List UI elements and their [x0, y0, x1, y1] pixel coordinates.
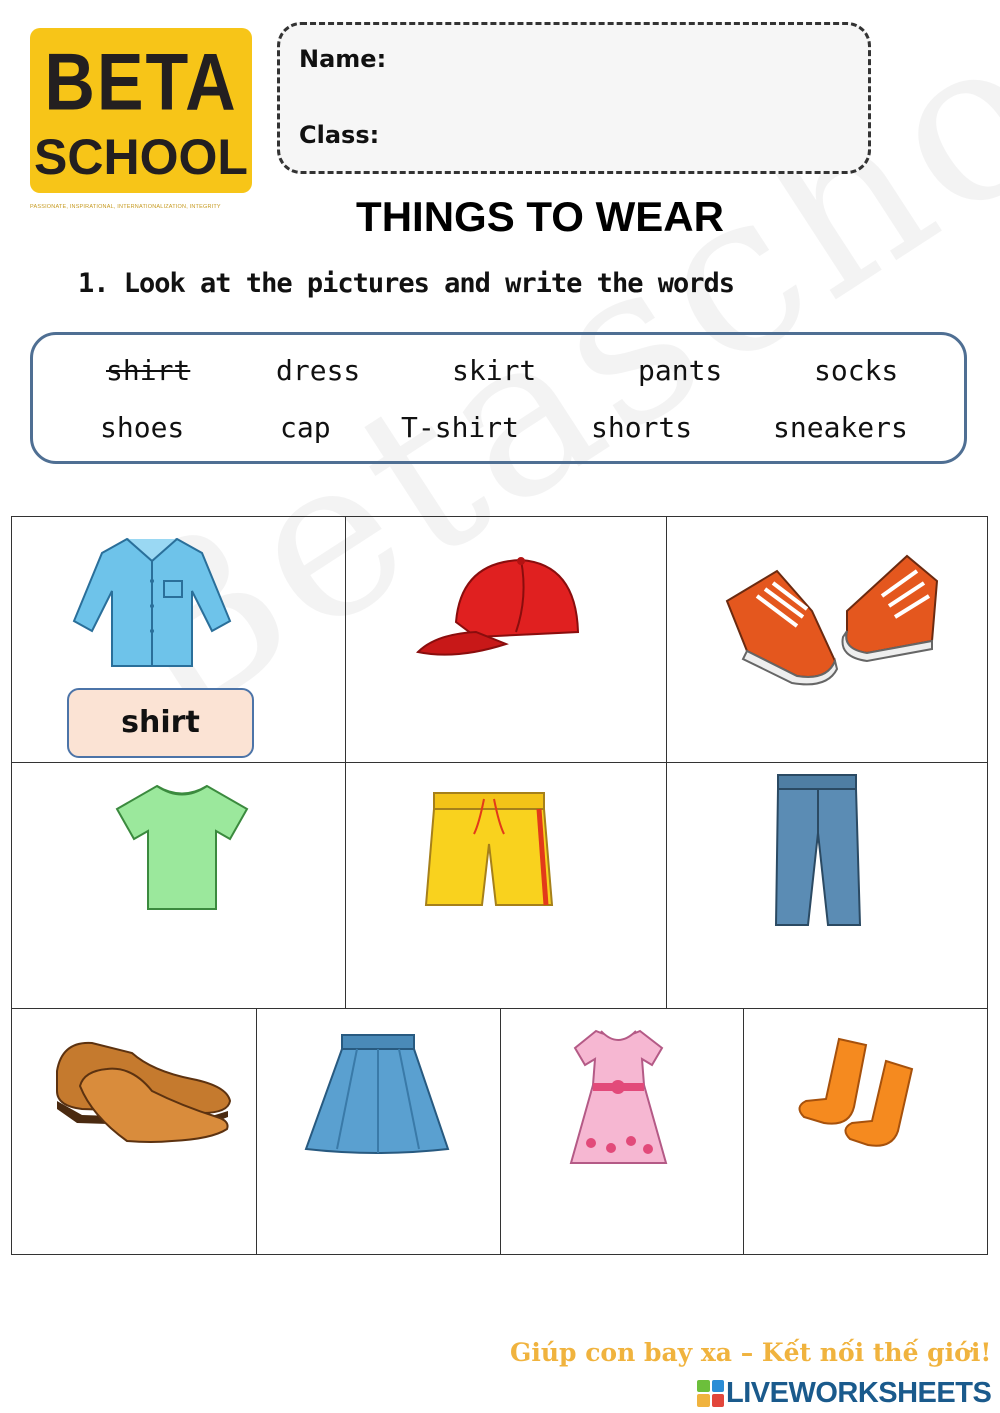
t-shirt-picture [112, 781, 252, 913]
word-bank-item: dress [276, 354, 361, 387]
picture-cell [500, 1008, 744, 1255]
word-bank-item: skirt [452, 354, 537, 387]
school-logo [30, 28, 252, 193]
word-bank-item: cap [280, 411, 331, 444]
shoes-picture [52, 1031, 237, 1146]
picture-cell [666, 762, 988, 1009]
cap-picture [416, 552, 581, 662]
word-bank [30, 332, 967, 464]
word-bank-item: T-shirt [401, 411, 520, 444]
instruction-text: 1. Look at the pictures and write the words [78, 268, 734, 299]
picture-cell [256, 1008, 501, 1255]
student-info-box [277, 22, 871, 174]
picture-row-3 [11, 1008, 988, 1255]
logo-tagline: PASSIONATE, INSPIRATIONAL, INTERNATIONALIZATION, INTEGRITY [30, 204, 221, 210]
word-bank-item: shorts [591, 411, 693, 444]
example-answer: shirt [67, 688, 254, 758]
picture-cell [11, 762, 346, 1009]
shorts-picture [424, 789, 554, 911]
skirt-picture [302, 1031, 452, 1156]
word-bank-item: pants [638, 354, 723, 387]
word-bank-item: socks [814, 354, 899, 387]
shirt-picture [72, 531, 232, 671]
word-bank-item: shirt [106, 354, 191, 387]
liveworksheets-logo [697, 1376, 991, 1410]
footer-slogan: Giúp con bay xa – Kết nối thế giới! [510, 1338, 992, 1367]
logo-line-1: BETA [44, 37, 238, 127]
page-title: THINGS TO WEAR [356, 193, 724, 240]
liveworksheets-mark-icon [697, 1380, 724, 1407]
picture-cell [345, 516, 667, 763]
picture-cell [743, 1008, 988, 1255]
picture-cell [345, 762, 667, 1009]
socks-picture [794, 1035, 919, 1150]
name-label: Name: [299, 45, 387, 73]
picture-row-2 [11, 762, 988, 1009]
sneakers-picture [717, 541, 947, 691]
class-label: Class: [299, 121, 380, 149]
logo-line-2: SCHOOL [34, 129, 248, 185]
dress-picture [566, 1023, 671, 1168]
pants-picture [772, 773, 862, 928]
picture-cell [666, 516, 988, 763]
word-bank-item: sneakers [773, 411, 908, 444]
picture-cell [11, 1008, 257, 1255]
word-bank-item: shoes [100, 411, 185, 444]
liveworksheets-brand-text: LIVEWORKSHEETS [726, 1376, 992, 1409]
